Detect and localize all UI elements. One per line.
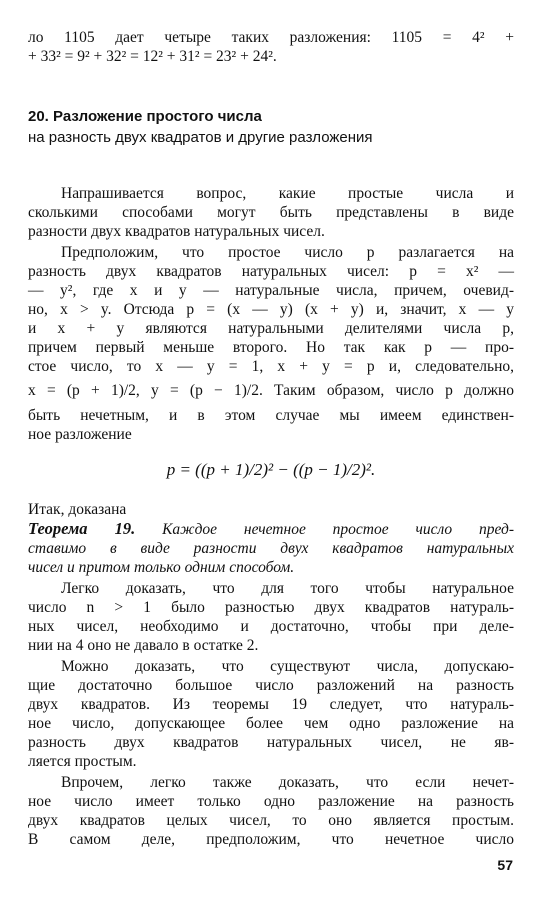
paragraph-2 (28, 243, 514, 444)
text-line: разности двух квадратов натуральных чисел. (28, 223, 325, 240)
paragraph-5 (28, 773, 514, 849)
text-line: ное разложение (28, 426, 132, 443)
text-line: ляется простым. (28, 753, 137, 770)
text-line: но, x > y. Отсюда p = (x — y) (x + y) и, значит, x — y (28, 301, 514, 318)
text-line: Впрочем, легко также доказать, что если нечет- (61, 774, 514, 791)
text-line: ло 1105 дает четыре таких разложения: 1105 = 4² + (28, 29, 514, 46)
paragraph-3 (28, 579, 514, 655)
text-line: причем первый меньше второго. Но так как p — про- (28, 339, 514, 356)
page-body (28, 28, 514, 849)
formula: p = ((p + 1)/2)² − ((p − 1)/2)². (166, 460, 376, 479)
top-continuation (28, 28, 514, 66)
theorem-text: Каждое нечетное простое число пред- (162, 521, 514, 538)
paragraph-1 (28, 184, 514, 241)
text-line: разность двух квадратов натуральных чисел, не яв- (28, 734, 514, 751)
text-line: Можно доказать, что существуют числа, допускаю- (61, 658, 514, 675)
text-line: нии на 4 оно не давало в остатке 2. (28, 637, 259, 654)
spacer (28, 148, 514, 182)
theorem-text: чисел и притом только одним способом. (28, 559, 295, 576)
section-heading (28, 106, 514, 148)
theorem-text: ставимо в виде разности двух квадратов натуральных (28, 540, 514, 557)
text-line: x = (p + 1)/2, y = (p − 1)/2. Таким образом, число p должно (28, 382, 514, 399)
text-line: Легко доказать, что для того чтобы натуральное (61, 580, 514, 597)
theorem-head: Теорема 19. (28, 519, 136, 538)
theorem-block (28, 519, 514, 577)
text-line: и x + y являются натуральными делителями числа p, (28, 320, 514, 337)
text-line: Предположим, что простое число p разлагается на (61, 244, 514, 261)
text-line: двух квадратов. Из теоремы 19 следует, что натураль- (28, 696, 514, 713)
paragraph-4 (28, 657, 514, 771)
text-line: разность двух квадратов натуральных чисел: p = x² — (28, 263, 514, 280)
proved-line: Итак, доказана (28, 501, 127, 518)
text-line: двух квадратов целых чисел, то оно является простым. (28, 812, 514, 829)
text-line: ное число имеет только одно разложение на разность (28, 793, 514, 810)
page-number: 57 (497, 857, 513, 873)
text-line: стое число, то x — y = 1, x + y = p и, следовательно, (28, 358, 514, 375)
text-line: — y², где x и y — натуральные числа, причем, очевид- (28, 282, 514, 299)
text-line: число n > 1 было разностью двух квадратов натураль- (28, 599, 514, 616)
text-line: быть нечетным, и в этом случае мы имеем единствен- (28, 407, 514, 424)
text-line: ных чисел, необходимо и достаточно, чтобы при деле- (28, 618, 514, 635)
text-line: В самом деле, предположим, что нечетное число (28, 831, 514, 848)
section-title: 20. Разложение простого числа (28, 108, 262, 125)
section-subtitle: на разность двух квадратов и другие разложения (28, 129, 373, 146)
text-line: + 33² = 9² + 32² = 12² + 31² = 23² + 24². (28, 48, 277, 65)
theorem-first-line (28, 519, 514, 539)
text-line: сколькими способами могут быть представлены в виде (28, 204, 514, 221)
text-line: щие достаточно большое число разложений на разность (28, 677, 514, 694)
text-line: ное число, допускающее более чем одно разложение на (28, 715, 514, 732)
text-line: Напрашивается вопрос, какие простые числа и (61, 185, 514, 202)
